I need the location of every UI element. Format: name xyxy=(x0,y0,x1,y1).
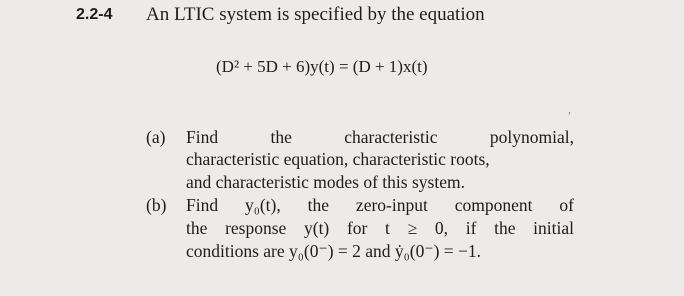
part-a-label: (a) xyxy=(146,127,166,147)
part-a-line-1: Find the characteristic polynomial, xyxy=(186,127,574,147)
part-a-line-3: and characteristic modes of this system. xyxy=(186,172,465,192)
part-a-line-2: characteristic equation, characteristic roots, xyxy=(186,149,490,169)
problem-number: 2.2-4 xyxy=(76,6,113,23)
part-b-line-2: the response y(t) for t ≥ 0, if the initial xyxy=(186,218,574,238)
part-b-line-1: Find y₀(t), the zero-input component of xyxy=(186,195,574,215)
part-b-label: (b) xyxy=(146,195,167,215)
problem-title: An LTIC system is specified by the equation xyxy=(146,4,485,25)
stray-pen-mark: , xyxy=(568,102,571,116)
system-equation: (D² + 5D + 6)y(t) = (D + 1)x(t) xyxy=(216,57,428,76)
part-b-line-3: conditions are y₀(0⁻) = 2 and ẏ₀(0⁻) = −1. xyxy=(186,241,482,261)
